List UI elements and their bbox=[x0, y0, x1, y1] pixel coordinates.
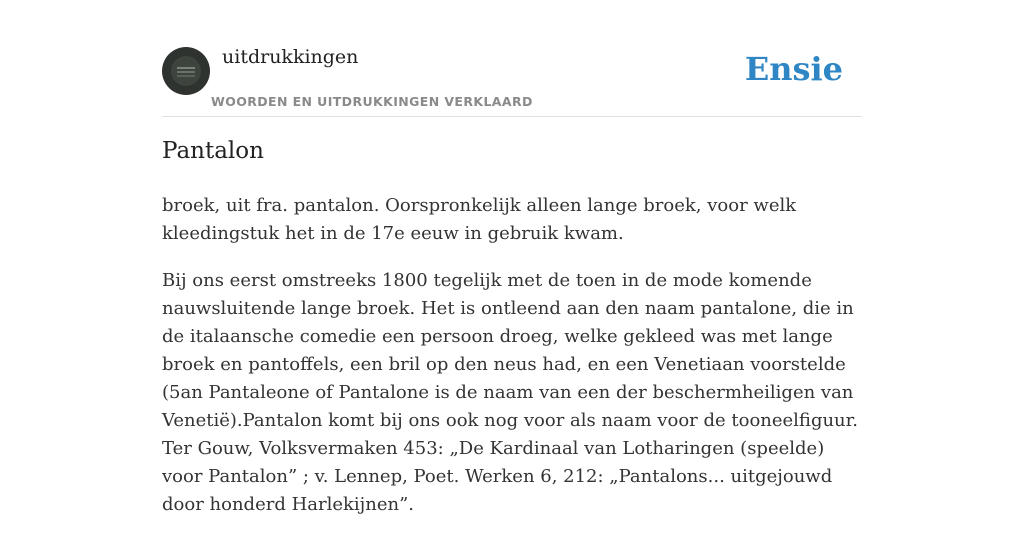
brand-logo[interactable]: Ensie bbox=[744, 50, 843, 88]
article-body bbox=[162, 192, 862, 538]
site-header bbox=[162, 40, 862, 117]
avatar[interactable] bbox=[162, 47, 210, 95]
article-paragraph: broek, uit fra. pantalon. Oorspronkelijk alleen lange broek, voor welk kleedingstuk het in de 17e eeuw in gebruik kwam. bbox=[162, 195, 797, 244]
article-paragraph: Bij ons eerst omstreeks 1800 tegelijk met de toen in de mode komende nauwsluitende lange broek. Het is ontleend aan den naam pantalone, die in de italaansche comedie een persoon droeg, welke gekleed was met lange broek en pantoffels, een bril op den neus had, en een Venetiaan voorstelde (5an Pantaleone of Pantalone is de naam van een der beschermheiligen van Venetië).Pantalon komt bij ons ook nog voor als naam voor de tooneelfiguur. Ter Gouw, Volksvermaken 453: „De Kardinaal van Lotharingen (speelde) voor Pantalon” ; v. Lennep, Poet. Werken 6, 212: „Pantalons... uitgejouwd door honderd Harlekijnen”. bbox=[162, 270, 858, 515]
site-tagline: WOORDEN EN UITDRUKKINGEN VERKLAARD bbox=[211, 94, 533, 109]
page-title: Pantalon bbox=[162, 138, 264, 164]
site-name-link[interactable]: uitdrukkingen bbox=[222, 46, 359, 68]
